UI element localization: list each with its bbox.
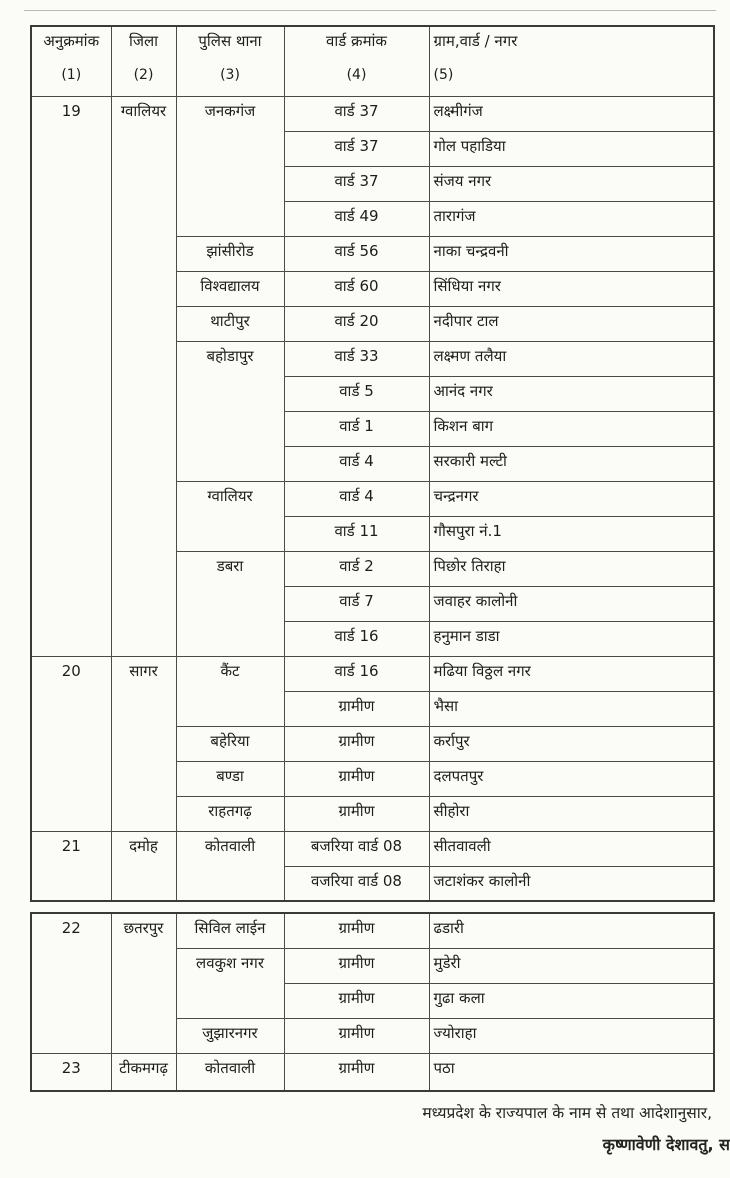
- table-row: [31, 831, 714, 866]
- area-cell: जवाहर कालोनी: [429, 586, 714, 621]
- header-cell-district: [111, 26, 176, 96]
- ward-cell: वार्ड 7: [284, 586, 429, 621]
- area-cell: चन्द्रनगर: [429, 481, 714, 516]
- sl-cell: 20: [31, 656, 111, 831]
- area-cell: ढडारी: [429, 913, 714, 948]
- station-cell: जुझारनगर: [176, 1018, 284, 1053]
- area-cell: सीहोरा: [429, 796, 714, 831]
- ward-cell: वार्ड 37: [284, 166, 429, 201]
- area-cell: नाका चन्द्रवनी: [429, 236, 714, 271]
- station-cell: सिविल लाईन: [176, 913, 284, 948]
- area-cell: मुडेरी: [429, 948, 714, 983]
- header-label: अनुक्रमांक: [43, 32, 100, 50]
- ward-cell: वार्ड 4: [284, 481, 429, 516]
- sl-cell: 22: [31, 913, 111, 1053]
- area-cell: गुढा कला: [429, 983, 714, 1018]
- ward-cell: वार्ड 33: [284, 341, 429, 376]
- area-cell: मढिया विठ्ठल नगर: [429, 656, 714, 691]
- ward-cell: ग्रामीण: [284, 1053, 429, 1091]
- header-label: वार्ड क्रमांक: [326, 32, 387, 50]
- header-cell-police-station: [176, 26, 284, 96]
- station-cell: ग्वालियर: [176, 481, 284, 551]
- page-top-rule: [24, 10, 716, 11]
- ward-cell: वार्ड 11: [284, 516, 429, 551]
- station-cell: झांसीरोड: [176, 236, 284, 271]
- ward-cell: ग्रामीण: [284, 948, 429, 983]
- district-ward-table-page1: [30, 25, 715, 902]
- station-cell: विश्वद्यालय: [176, 271, 284, 306]
- area-cell: कर्रापुर: [429, 726, 714, 761]
- ward-cell: वार्ड 60: [284, 271, 429, 306]
- district-cell: दमोह: [111, 831, 176, 901]
- header-index: (3): [220, 66, 240, 83]
- station-cell: कैंट: [176, 656, 284, 726]
- station-cell: डबरा: [176, 551, 284, 656]
- ward-cell: वार्ड 1: [284, 411, 429, 446]
- ward-cell: ग्रामीण: [284, 691, 429, 726]
- area-cell: सीतवावली: [429, 831, 714, 866]
- area-cell: नदीपार टाल: [429, 306, 714, 341]
- ward-cell: ग्रामीण: [284, 796, 429, 831]
- ward-cell: ग्रामीण: [284, 983, 429, 1018]
- station-cell: थाटीपुर: [176, 306, 284, 341]
- ward-cell: वजरिया वार्ड 08: [284, 866, 429, 901]
- header-label: पुलिस थाना: [198, 32, 262, 50]
- area-cell: ज्योराहा: [429, 1018, 714, 1053]
- station-cell: बण्डा: [176, 761, 284, 796]
- header-index: (2): [133, 66, 154, 83]
- header-index: (5): [433, 66, 454, 83]
- area-cell: हनुमान डाडा: [429, 621, 714, 656]
- ward-cell: बजरिया वार्ड 08: [284, 831, 429, 866]
- header-index: (4): [346, 66, 367, 83]
- ward-cell: वार्ड 16: [284, 621, 429, 656]
- area-cell: जटाशंकर कालोनी: [429, 866, 714, 901]
- station-cell: लवकुश नगर: [176, 948, 284, 1018]
- station-cell: बहेरिया: [176, 726, 284, 761]
- district-ward-table-page2: [30, 912, 715, 1092]
- footer-order-text: मध्यप्रदेश के राज्यपाल के नाम से तथा आदेशानुसार,: [422, 1104, 712, 1122]
- header-cell-serial: [31, 26, 111, 96]
- station-cell: जनकगंज: [176, 96, 284, 236]
- area-cell: गोल पहाडिया: [429, 131, 714, 166]
- district-cell: ग्वालियर: [111, 96, 176, 656]
- header-label: जिला: [128, 32, 159, 50]
- area-cell: सिंधिया नगर: [429, 271, 714, 306]
- table-row: [31, 1053, 714, 1091]
- area-cell: लक्ष्मण तलैया: [429, 341, 714, 376]
- area-cell: सरकारी मल्टी: [429, 446, 714, 481]
- area-cell: गौसपुरा नं.1: [429, 516, 714, 551]
- area-cell: संजय नगर: [429, 166, 714, 201]
- district-cell: छतरपुर: [111, 913, 176, 1053]
- district-cell: सागर: [111, 656, 176, 831]
- ward-cell: वार्ड 5: [284, 376, 429, 411]
- area-cell: भैसा: [429, 691, 714, 726]
- ward-cell: ग्रामीण: [284, 726, 429, 761]
- table-row: [31, 656, 714, 691]
- table-row: [31, 913, 714, 948]
- area-cell: लक्ष्मीगंज: [429, 96, 714, 131]
- ward-cell: वार्ड 20: [284, 306, 429, 341]
- ward-cell: ग्रामीण: [284, 913, 429, 948]
- station-cell: बहोडापुर: [176, 341, 284, 481]
- sl-cell: 23: [31, 1053, 111, 1091]
- ward-cell: वार्ड 37: [284, 131, 429, 166]
- table-header-row: [31, 26, 714, 96]
- header-label: ग्राम,वार्ड / नगर: [433, 32, 518, 50]
- footer-signatory-name: कृष्णावेणी देशावतु, स: [602, 1135, 730, 1154]
- district-cell: टीकमगढ़: [111, 1053, 176, 1091]
- ward-cell: वार्ड 2: [284, 551, 429, 586]
- area-cell: तारागंज: [429, 201, 714, 236]
- area-cell: आनंद नगर: [429, 376, 714, 411]
- ward-cell: ग्रामीण: [284, 1018, 429, 1053]
- station-cell: राहतगढ़: [176, 796, 284, 831]
- header-cell-village-ward-city: [429, 26, 714, 96]
- ward-cell: वार्ड 16: [284, 656, 429, 691]
- header-cell-ward-number: [284, 26, 429, 96]
- station-cell: कोतवाली: [176, 1053, 284, 1091]
- area-cell: किशन बाग: [429, 411, 714, 446]
- ward-cell: वार्ड 37: [284, 96, 429, 131]
- ward-cell: वार्ड 4: [284, 446, 429, 481]
- area-cell: पिछोर तिराहा: [429, 551, 714, 586]
- ward-cell: वार्ड 56: [284, 236, 429, 271]
- header-index: (1): [61, 66, 82, 83]
- sl-cell: 19: [31, 96, 111, 656]
- area-cell: दलपतपुर: [429, 761, 714, 796]
- station-cell: कोतवाली: [176, 831, 284, 901]
- area-cell: पठा: [429, 1053, 714, 1091]
- table-row: [31, 96, 714, 131]
- sl-cell: 21: [31, 831, 111, 901]
- ward-cell: ग्रामीण: [284, 761, 429, 796]
- ward-cell: वार्ड 49: [284, 201, 429, 236]
